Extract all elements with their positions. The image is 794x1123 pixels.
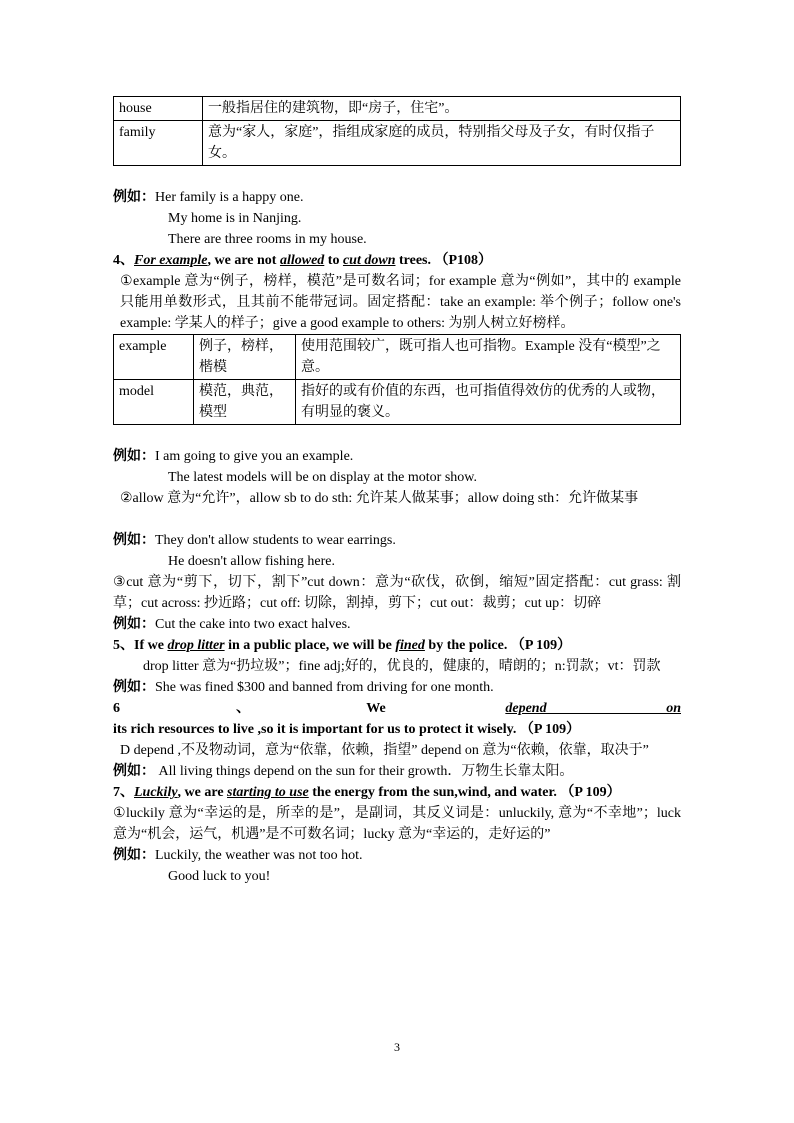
key-phrase: starting to use — [227, 785, 309, 800]
table-cell: 指好的或有价值的东西，也可指值得效仿的优秀的人或物，有明显的褒义。 — [296, 380, 681, 425]
heading-text: , we are — [177, 785, 228, 800]
explanation-paragraph: ③cut 意为“剪下，切下，割下”cut down：意为“砍伐，砍倒，缩短”固定搭配：cut grass: 割草；cut across: 抄近路；cut off: 切除，割掉，剪下；cut out：裁剪；cut up：切碎 — [113, 575, 681, 611]
example-model-table — [113, 334, 681, 425]
explanation-paragraph: D depend ,不及物动词，意为“依靠，依赖，指望” depend on 意为“依赖，依靠，取决于” — [120, 743, 649, 758]
document-body — [113, 96, 681, 887]
heading-text: its rich resources to live ,so it is important for us to protect it wisely. （P 109） — [113, 722, 581, 737]
table-cell: 模范，典范，模型 — [194, 380, 296, 425]
example-line — [113, 845, 681, 866]
table-row — [114, 335, 681, 380]
table-cell: 一般指居住的建筑物，即“房子，住宅”。 — [203, 97, 681, 121]
heading-text: , we are not — [207, 253, 280, 268]
example-sentence: She was fined $300 and banned from driving for one month. — [155, 680, 494, 695]
example-label: 例如： — [113, 190, 155, 205]
example-line — [113, 187, 681, 208]
table-cell: house — [114, 97, 203, 121]
example-label: 例如： — [113, 680, 155, 695]
example-sentence: Her family is a happy one. — [155, 190, 304, 205]
section-heading-6 — [113, 698, 681, 740]
table-cell: 使用范围较广，既可指人也可指物。Example 没有“模型”之意。 — [296, 335, 681, 380]
key-phrase: allowed — [279, 253, 325, 268]
table-cell: 意为“家人，家庭”，指组成家庭的成员，特别指父母及子女，有时仅指子女。 — [203, 121, 681, 166]
explanation-paragraph: ①example 意为“例子，榜样，模范”是可数名词；for example 意为“例如”，其中的 example 只能用单数形式，且其前不能带冠词。固定搭配：take an example: 举个例子；follow one's example: 学某人的样子；give a good example to others: 为别人树立好榜样。 — [120, 274, 681, 331]
example-label: 例如： — [113, 764, 155, 779]
example-label: 例如： — [113, 617, 155, 632]
section-number: 7、 — [113, 785, 134, 800]
house-family-table — [113, 96, 681, 166]
key-phrase: drop litter — [167, 638, 225, 653]
table-cell: example — [114, 335, 194, 380]
section-number: 6、 — [113, 701, 367, 716]
table-cell: model — [114, 380, 194, 425]
table-row — [114, 121, 681, 166]
table-cell: 例子，榜样，楷模 — [194, 335, 296, 380]
example-line — [113, 446, 681, 467]
heading-text: the energy from the sun,wind, and water. （P 109） — [308, 785, 621, 800]
example-sentence: I am going to give you an example. — [155, 449, 354, 464]
example-sentence: He doesn't allow fishing here. — [168, 554, 335, 569]
key-phrase: depend on — [505, 701, 681, 716]
example-line — [113, 677, 681, 698]
example-line — [113, 530, 681, 551]
heading-text: trees. （P108） — [395, 253, 493, 268]
example-sentence: Good luck to you! — [168, 869, 271, 884]
section-heading-4 — [113, 250, 681, 271]
section-number: 4、 — [113, 253, 134, 268]
key-phrase: cut down — [342, 253, 396, 268]
section-heading-5 — [113, 635, 681, 656]
example-sentence: Luckily, the weather was not too hot. — [155, 848, 363, 863]
example-sentence: My home is in Nanjing. — [168, 211, 302, 226]
example-sentence: The latest models will be on display at the motor show. — [168, 470, 477, 485]
page-number: 3 — [394, 1040, 400, 1054]
example-label: 例如： — [113, 533, 155, 548]
key-phrase: fined — [395, 638, 425, 653]
example-label: 例如： — [113, 848, 155, 863]
example-line — [113, 614, 681, 635]
explanation-paragraph: ②allow 意为“允许”，allow sb to do sth: 允许某人做某事；allow doing sth：允许做某事 — [120, 491, 639, 506]
example-line — [113, 761, 681, 782]
section-number: 5、 — [113, 638, 134, 653]
example-sentence: All living things depend on the sun for their growth．万物生长靠太阳。 — [155, 764, 574, 779]
heading-text: by the police. （P 109） — [424, 638, 572, 653]
example-sentence: There are three rooms in my house. — [168, 232, 367, 247]
example-label: 例如： — [113, 449, 155, 464]
key-phrase: For example — [134, 253, 208, 268]
explanation-paragraph: drop litter 意为“扔垃圾”；fine adj;好的，优良的，健康的，晴朗的；n:罚款；vt：罚款 — [143, 659, 661, 674]
example-sentence: They don't allow students to wear earrings. — [155, 533, 396, 548]
table-row — [114, 380, 681, 425]
heading-text: to — [324, 253, 343, 268]
section-heading-7 — [113, 782, 681, 803]
explanation-paragraph: ①luckily 意为“幸运的是，所幸的是”，是副词，其反义词是：unluckily, 意为“不幸地”；luck 意为“机会，运气，机遇”是不可数名词；lucky 意为“幸运的，走好运的” — [113, 806, 681, 842]
heading-text: We — [366, 701, 506, 716]
key-phrase: Luckily — [134, 785, 178, 800]
heading-text: in a public place, we will be — [224, 638, 396, 653]
table-cell: family — [114, 121, 203, 166]
example-sentence: Cut the cake into two exact halves. — [155, 617, 351, 632]
table-row — [114, 97, 681, 121]
heading-text: If we — [134, 638, 168, 653]
